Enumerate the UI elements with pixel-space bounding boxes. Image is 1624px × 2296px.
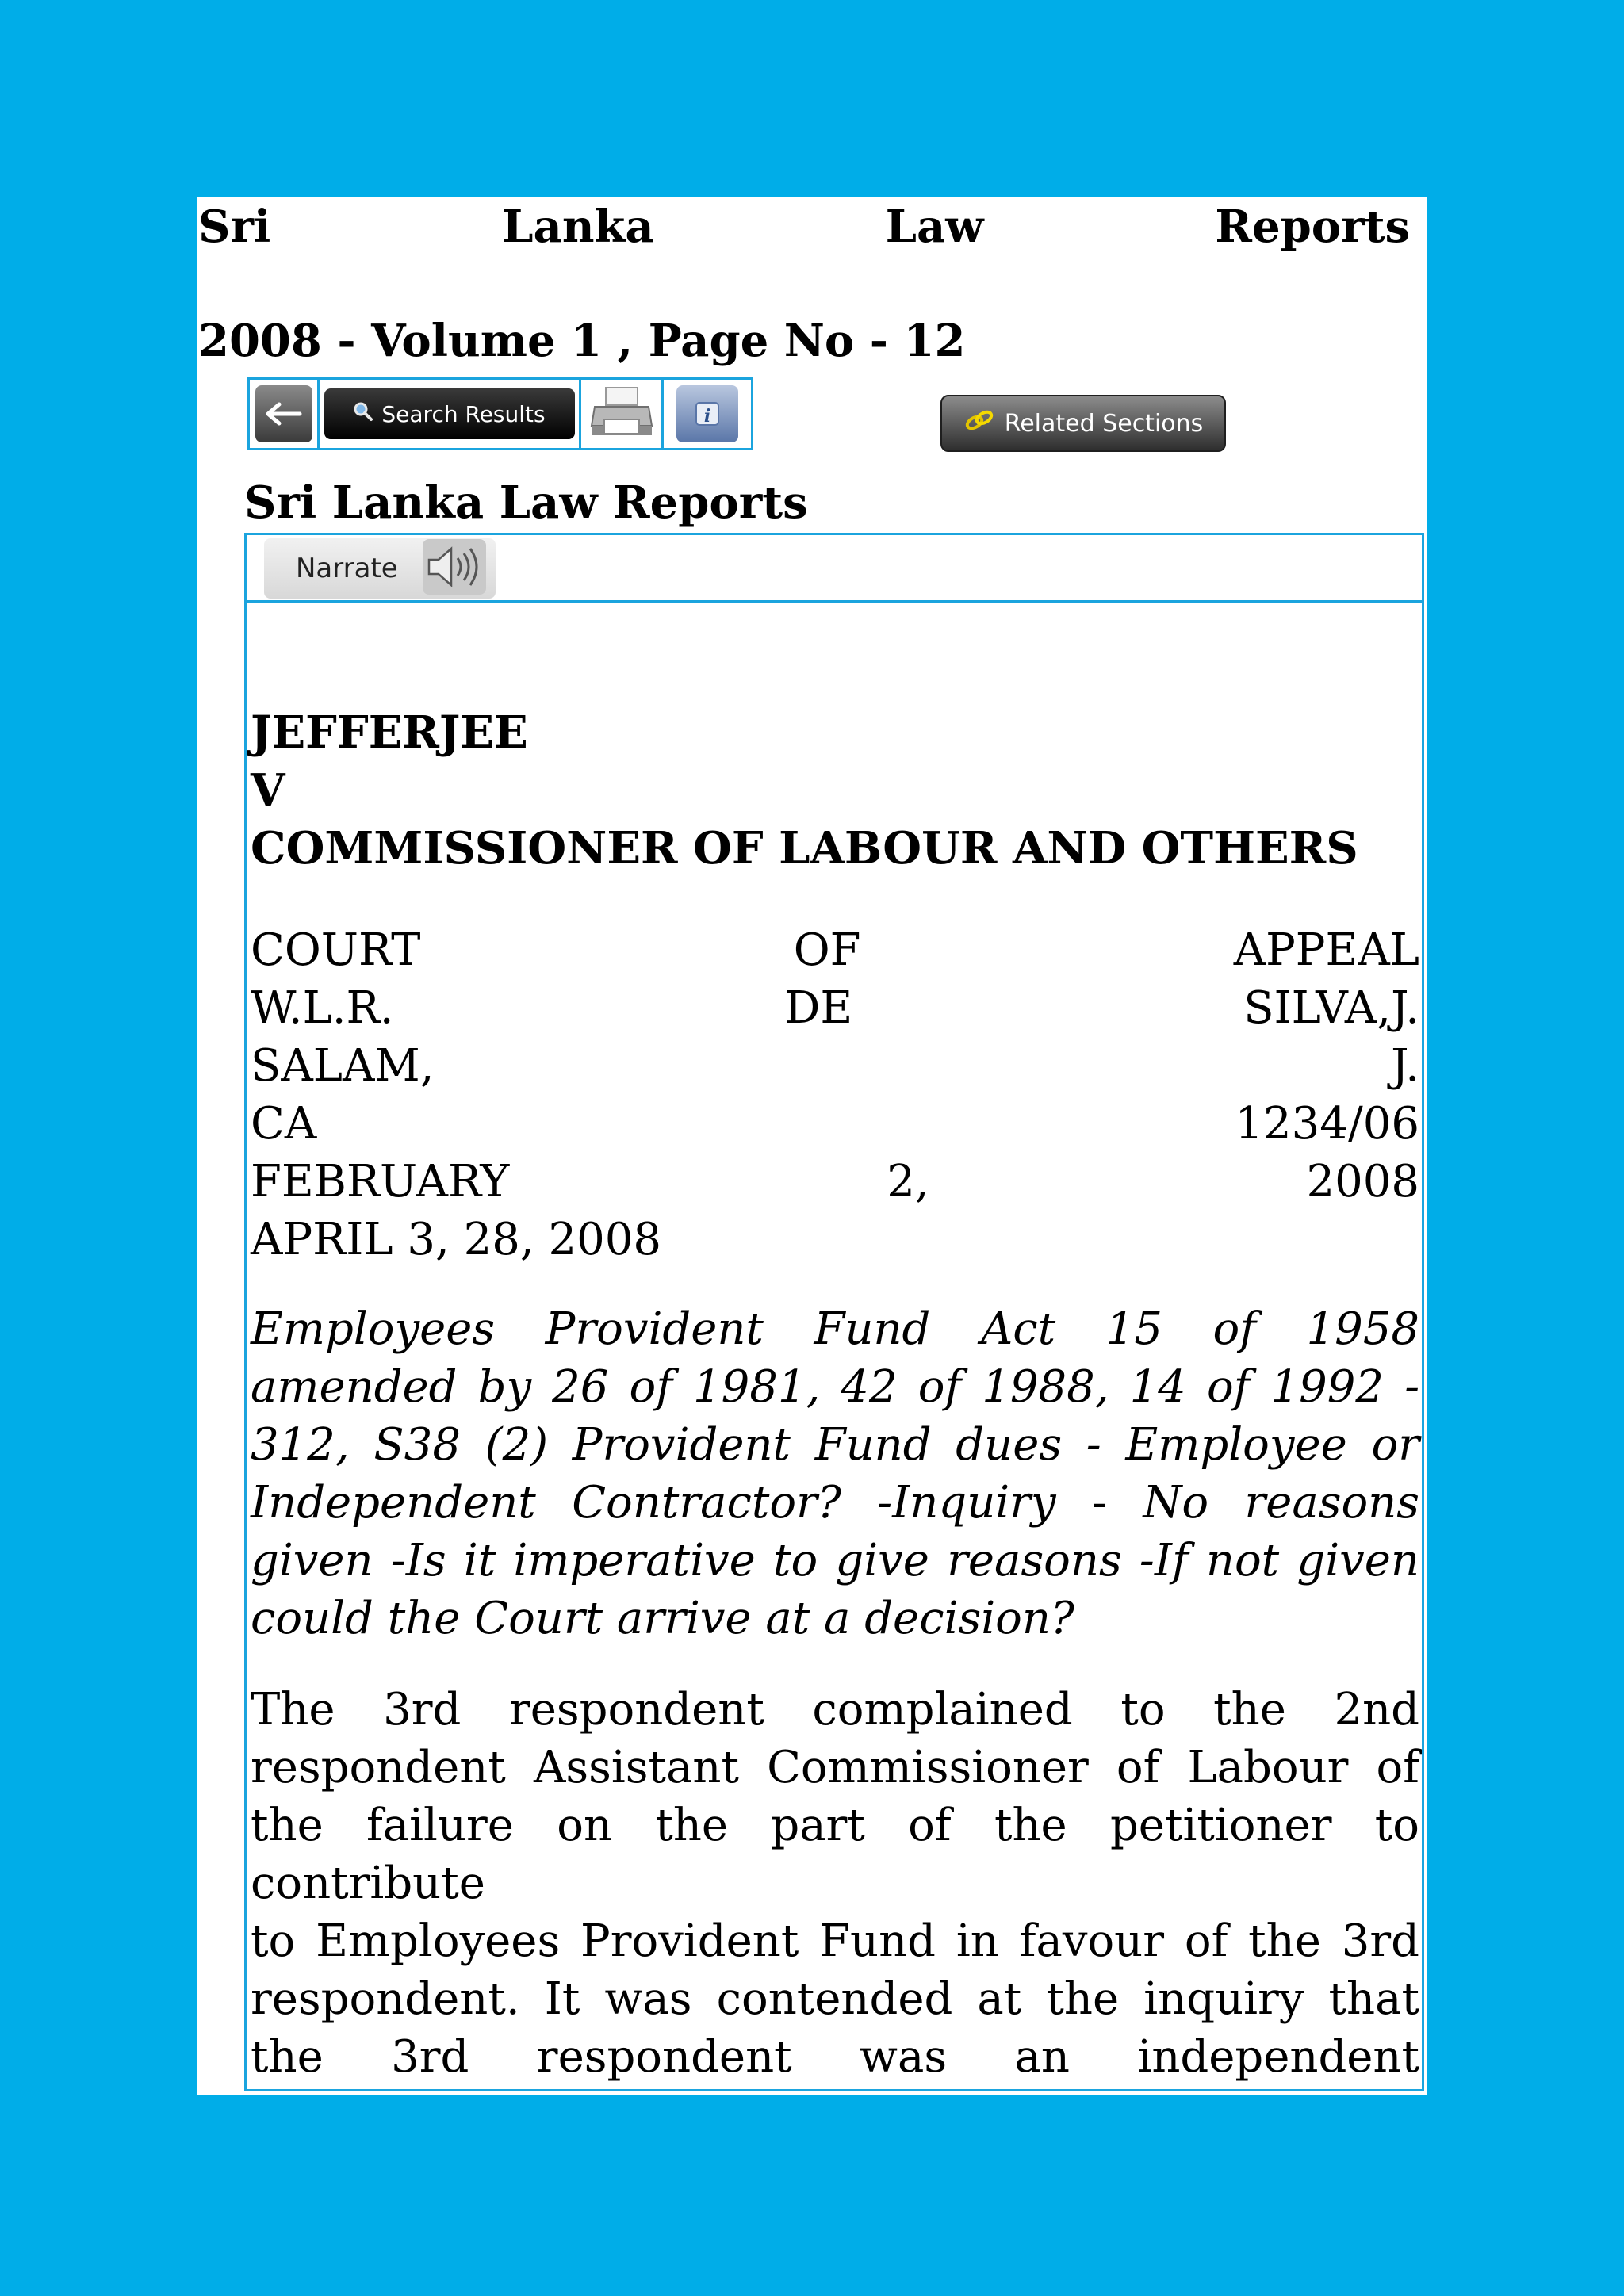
judge-word: DE: [784, 982, 853, 1034]
date-word: 2,: [887, 1156, 929, 1207]
judge-row: [251, 1037, 1419, 1095]
title-word: Reports: [1215, 201, 1410, 253]
judge-word: SILVA,J.: [1243, 982, 1419, 1034]
search-icon: [353, 401, 373, 427]
back-button[interactable]: [250, 380, 320, 448]
case-title: [251, 704, 1358, 878]
title-word: Law: [885, 201, 984, 253]
narrate-label: Narrate: [296, 553, 398, 584]
date-text: APRIL 3, 28, 2008: [251, 1214, 661, 1265]
info-icon: [676, 385, 738, 442]
headnote: [251, 1300, 1419, 1647]
versus-label: V: [251, 764, 285, 817]
document-page: [197, 197, 1427, 2095]
date-word: FEBRUARY: [251, 1156, 510, 1207]
case-number-word: CA: [251, 1098, 317, 1150]
search-results-label: Search Results: [381, 400, 546, 427]
court-row: [251, 921, 1419, 979]
party-petitioner: JEFFERJEE: [251, 706, 528, 759]
toolbar: [247, 377, 753, 450]
judge-row: [251, 979, 1419, 1037]
court-word: OF: [793, 924, 861, 976]
headnote-line: 312, S38 (2) Provident Fund dues - Employee or: [251, 1419, 1419, 1471]
headnote-line: could the Court arrive at a decision?: [251, 1593, 1074, 1644]
related-sections-button[interactable]: [940, 395, 1226, 452]
judge-word: W.L.R.: [251, 982, 394, 1034]
narrate-button[interactable]: [264, 538, 496, 599]
svg-text:i: i: [703, 406, 711, 427]
volume-page-subtitle: 2008 - Volume 1 , Page No - 12: [198, 315, 966, 367]
headnote-line: amended by 26 of 1981, 42 of 1988, 14 of 1992 -: [251, 1361, 1419, 1413]
back-arrow-icon: [255, 385, 312, 442]
case-number-word: 1234/06: [1235, 1098, 1419, 1150]
judgment-content: [244, 601, 1424, 2091]
speaker-icon: [423, 539, 486, 598]
body-line: to Employees Provident Fund in favour of the 3rd: [251, 1915, 1419, 1967]
report-title: [198, 201, 1410, 252]
headnote-line: given -Is it imperative to give reasons -If not given: [251, 1535, 1419, 1586]
argued-date-row: [251, 1153, 1419, 1211]
related-sections-label: Related Sections: [1004, 409, 1204, 438]
case-details: [251, 921, 1419, 1269]
body-line: The 3rd respondent complained to the 2nd: [251, 1684, 1419, 1735]
section-heading: Sri Lanka Law Reports: [244, 476, 808, 529]
party-respondent: COMMISSIONER OF LABOUR AND OTHERS: [251, 822, 1358, 874]
judgment-body: [251, 1681, 1419, 2086]
printer-icon: [590, 385, 653, 443]
case-number-row: [251, 1095, 1419, 1153]
title-word: Lanka: [502, 201, 654, 253]
body-line: contribute: [251, 1858, 485, 1909]
body-line: the 3rd respondent was an independent: [251, 2031, 1419, 2083]
headnote-line: Independent Contractor? -Inquiry - No reasons: [251, 1477, 1419, 1529]
body-line: respondent Assistant Commissioner of Labour of: [251, 1742, 1419, 1793]
judge-word: J.: [1391, 1040, 1419, 1092]
judge-word: SALAM,: [251, 1040, 435, 1092]
narrate-bar: [244, 533, 1424, 603]
link-icon: [963, 408, 995, 438]
court-word: APPEAL: [1233, 924, 1419, 976]
date-word: 2008: [1306, 1156, 1419, 1207]
court-word: COURT: [251, 924, 421, 976]
body-line: the failure on the part of the petitioner to: [251, 1800, 1419, 1851]
headnote-line: Employees Provident Fund Act 15 of 1958: [251, 1303, 1419, 1355]
info-button[interactable]: [664, 380, 751, 448]
print-button[interactable]: [581, 380, 664, 448]
decided-date-row: [251, 1211, 1419, 1269]
title-word: Sri: [198, 201, 271, 253]
search-results-button[interactable]: [320, 380, 581, 448]
body-line: respondent. It was contended at the inquiry that: [251, 1973, 1419, 2025]
